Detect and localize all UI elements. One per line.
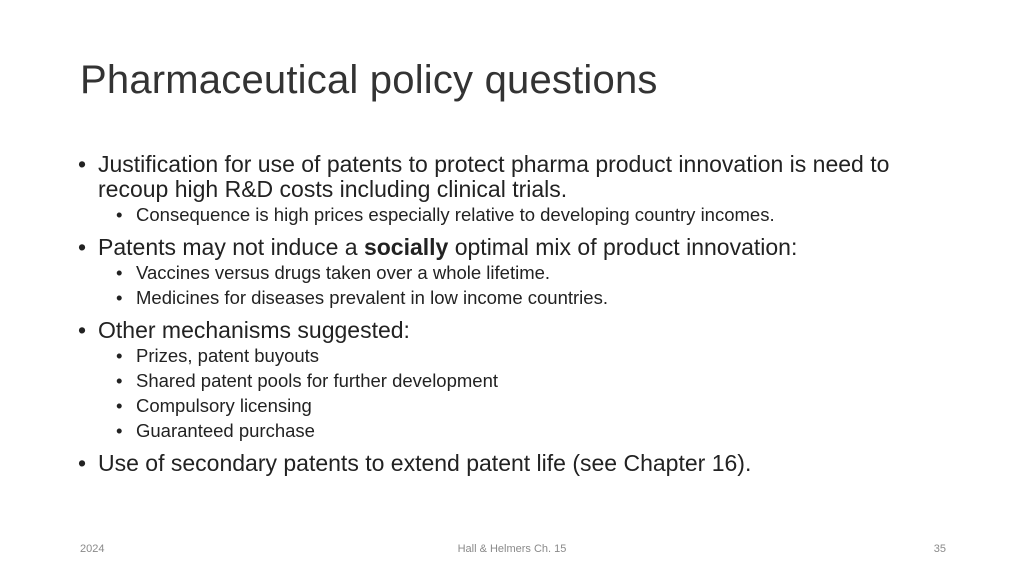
bullet-text: Other mechanisms suggested:: [98, 317, 410, 343]
sub-bullet-text: Medicines for diseases prevalent in low income countries.: [136, 287, 608, 308]
sub-bullet-text: Shared patent pools for further development: [136, 370, 499, 391]
sub-bullet-text: Vaccines versus drugs taken over a whole lifetime.: [136, 262, 551, 283]
slide-title: Pharmaceutical policy questions: [80, 58, 658, 102]
bullet-text-before: Patents may not induce a: [98, 234, 364, 260]
sub-bullet-item: [78, 285, 938, 310]
sub-bullet-item: [78, 343, 938, 368]
bullet-list: [78, 152, 938, 476]
bullet-icon: •: [78, 450, 87, 476]
bullet-item: [78, 451, 938, 476]
bullet-icon: •: [116, 204, 123, 225]
bullet-text-emphasis: socially: [363, 234, 449, 260]
footer-source: Hall & Helmers Ch. 15: [457, 543, 567, 555]
footer-date: 2024: [80, 543, 105, 555]
bullet-text: Use of secondary patents to extend patent life (see Chapter 16).: [98, 450, 752, 476]
sub-bullet-item: [78, 393, 938, 418]
footer-page-number: 35: [933, 543, 946, 555]
bullet-icon: •: [116, 370, 123, 391]
sub-bullet-text: Consequence is high prices especially relative to developing country incomes.: [136, 204, 775, 225]
bullet-icon: •: [116, 420, 123, 441]
sub-bullet-item: [78, 202, 938, 227]
bullet-item: [78, 318, 938, 343]
bullet-text: Justification for use of patents to protect pharma product innovation is need to recoup high R&D costs including clinical trials.: [98, 151, 890, 202]
bullet-text-after: optimal mix of product innovation:: [448, 234, 798, 260]
bullet-item: [78, 235, 938, 260]
sub-bullet-item: [78, 418, 938, 443]
sub-bullet-item: [78, 368, 938, 393]
bullet-icon: •: [78, 151, 87, 177]
sub-bullet-text: Guaranteed purchase: [136, 420, 315, 441]
bullet-icon: •: [78, 234, 87, 260]
bullet-icon: •: [116, 395, 123, 416]
bullet-icon: •: [116, 345, 123, 366]
bullet-icon: •: [116, 287, 123, 308]
sub-bullet-item: [78, 260, 938, 285]
sub-bullet-text: Compulsory licensing: [136, 395, 312, 416]
bullet-icon: •: [116, 262, 123, 283]
bullet-item: [78, 152, 938, 202]
sub-bullet-text: Prizes, patent buyouts: [136, 345, 320, 366]
bullet-icon: •: [78, 317, 87, 343]
